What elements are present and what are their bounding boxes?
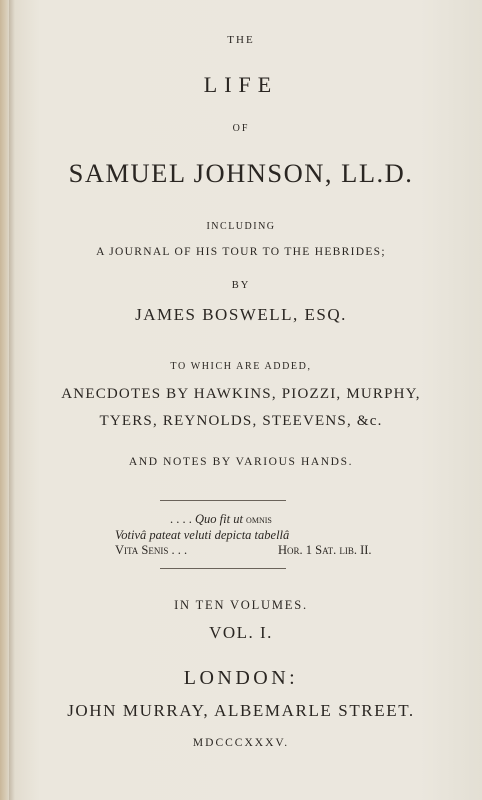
title-anecdotes-1: ANECDOTES BY HAWKINS, PIOZZI, MURPHY, [61, 386, 421, 402]
title-the: THE [227, 34, 255, 46]
motto-attribution-left: Vita Senis . . . [115, 543, 188, 557]
imprint-city: LONDON: [183, 667, 299, 689]
title-subject: SAMUEL JOHNSON, LL.D. [68, 158, 414, 188]
motto-line-2: Votivâ pateat veluti depicta tabellâ [115, 528, 290, 542]
motto-italic: Quo fit ut [195, 512, 243, 526]
upper-rule [160, 500, 286, 501]
title-anecdotes-2: TYERS, REYNOLDS, STEEVENS, &c. [99, 413, 383, 429]
motto-line-1 [170, 512, 272, 527]
title-journal: A JOURNAL OF HIS TOUR TO THE HEBRIDES; [96, 246, 386, 258]
title-volumes: IN TEN VOLUMES. [174, 598, 308, 612]
title-life: LIFE [203, 72, 279, 97]
title-notes: AND NOTES BY VARIOUS HANDS. [128, 456, 354, 468]
title-added: TO WHICH ARE ADDED, [170, 361, 312, 372]
motto-caps: omnis [246, 514, 272, 526]
title-by: BY [231, 280, 251, 291]
title-including: INCLUDING [206, 221, 276, 232]
lower-rule [160, 568, 286, 569]
title-of: OF [232, 123, 250, 134]
imprint-publisher: JOHN MURRAY, ALBEMARLE STREET. [67, 701, 415, 720]
title-author: JAMES BOSWELL, ESQ. [135, 305, 347, 324]
motto-attribution-right: Hor. 1 Sat. lib. II. [278, 543, 372, 557]
imprint-year: MDCCCXXXV. [192, 737, 290, 749]
title-vol: VOL. I. [209, 623, 273, 642]
motto-prefix: . . . . [170, 512, 195, 526]
